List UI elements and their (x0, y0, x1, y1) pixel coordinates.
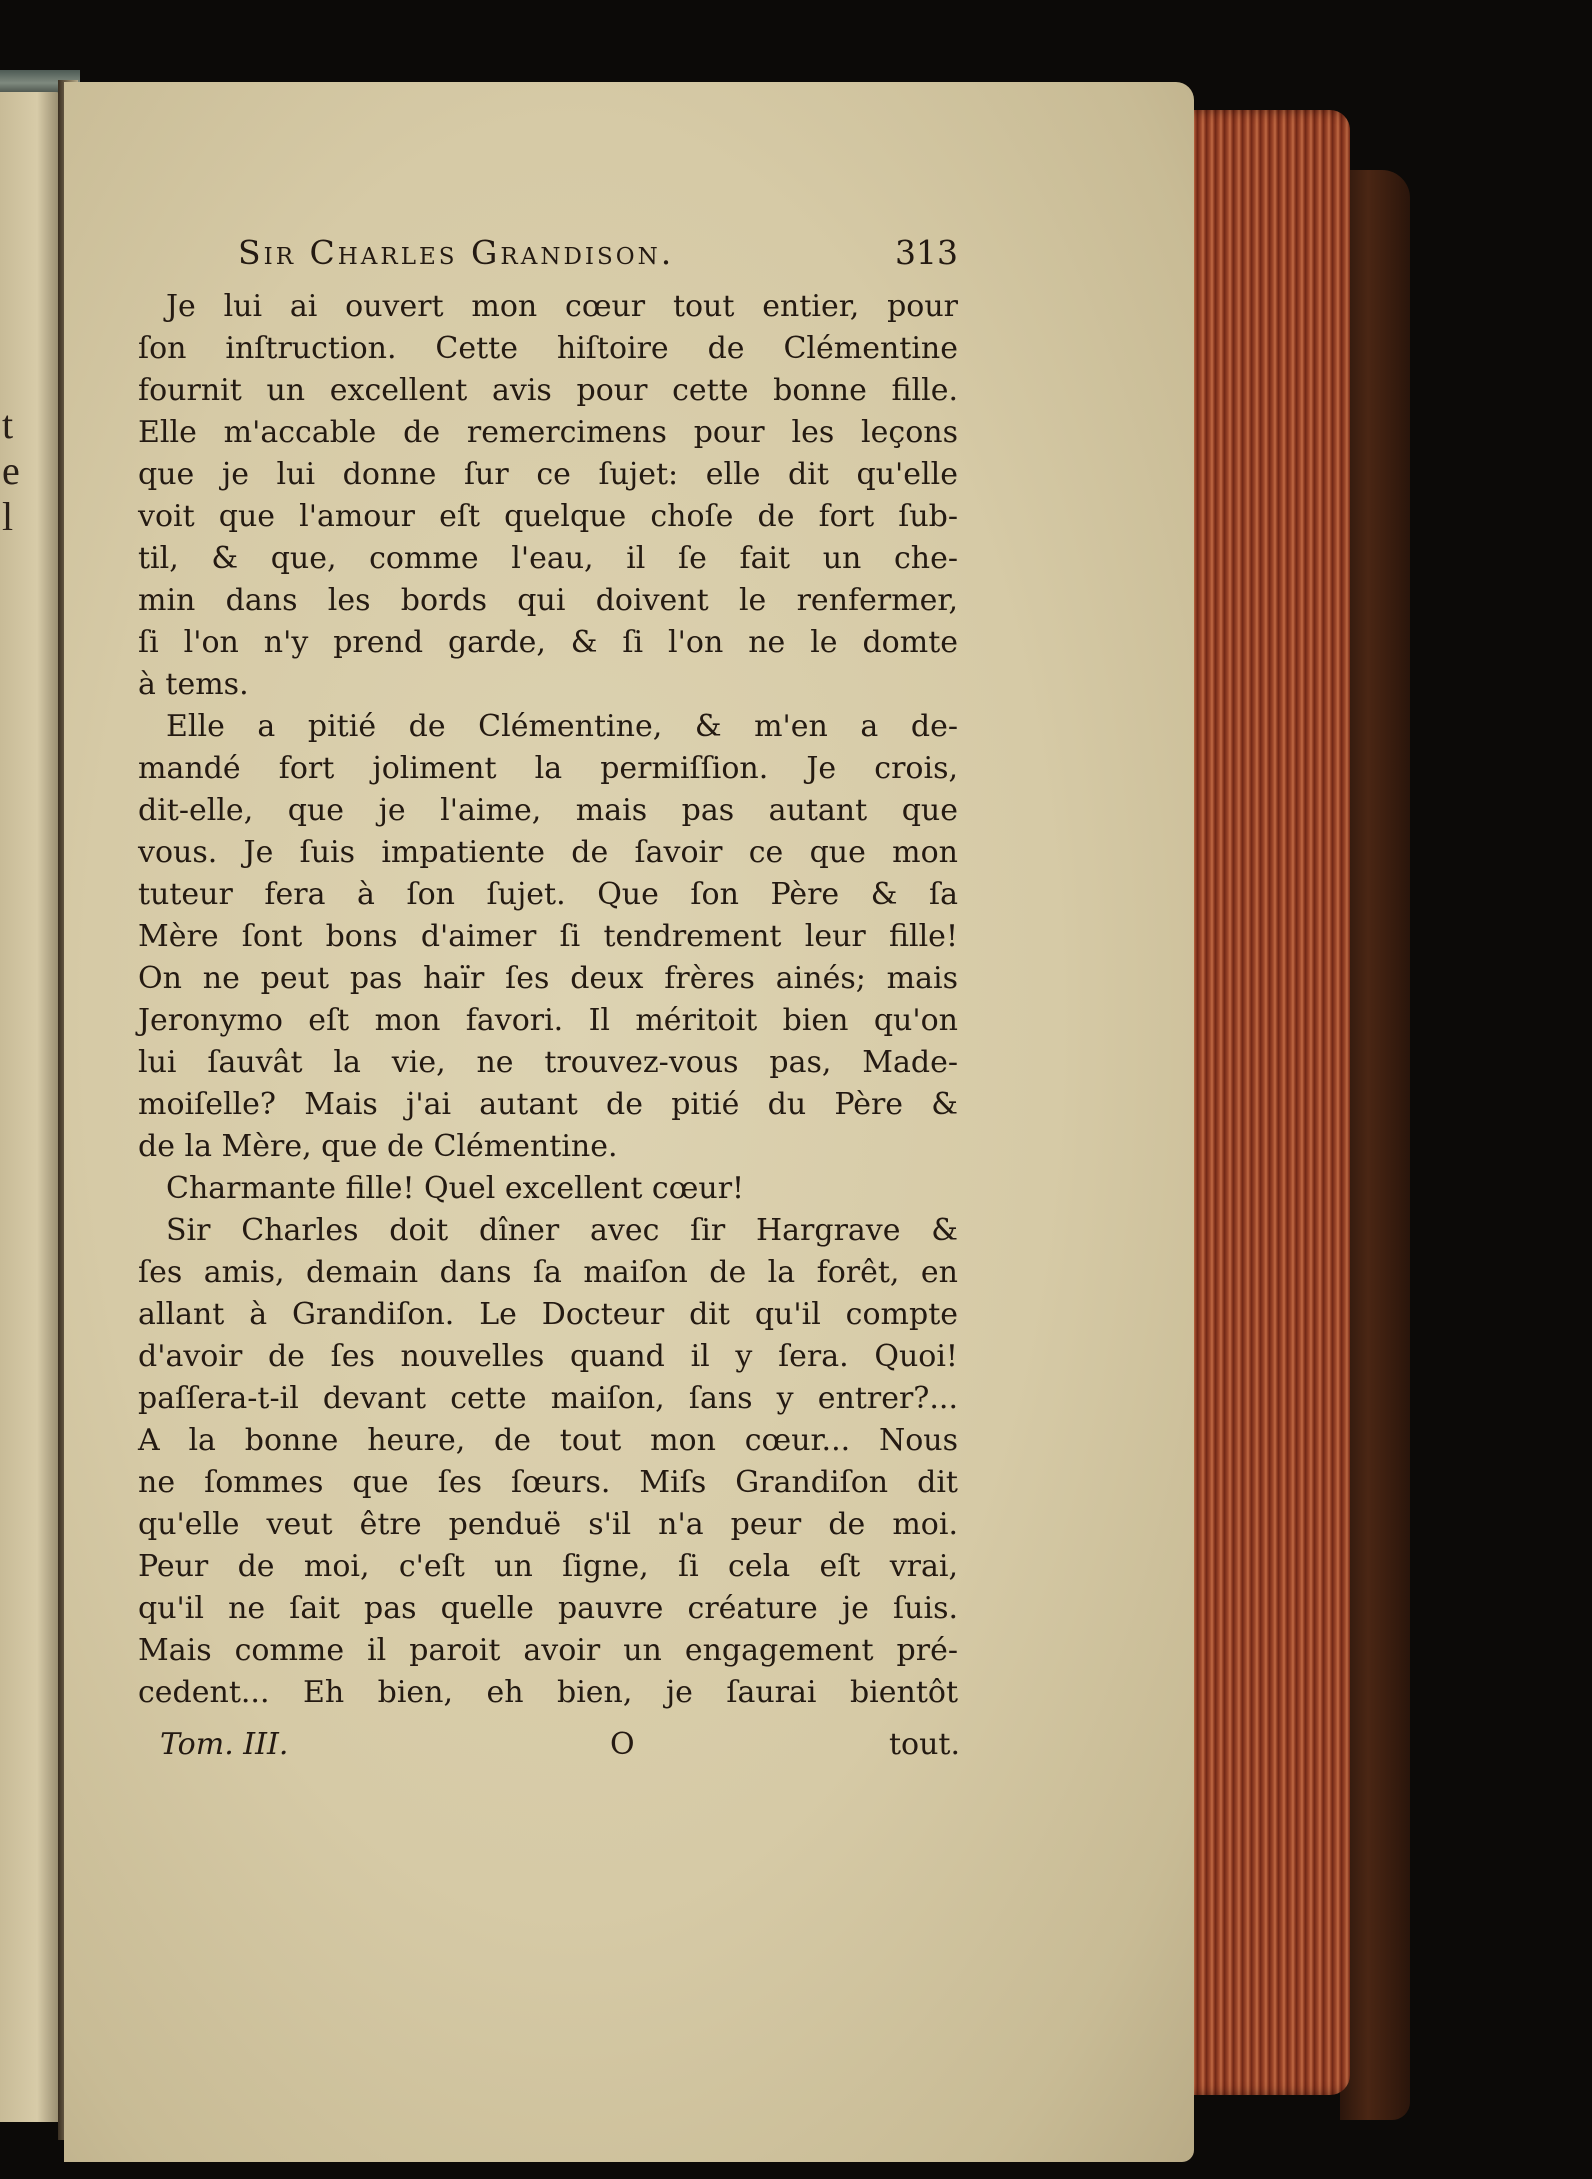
text-line: Je lui ai ouvert mon cœur tout entier, pour (166, 289, 958, 324)
text-line: tuteur fera à ſon ſujet. Que ſon Père & ſa (138, 877, 958, 912)
text-line: qu'elle veut être penduë s'il n'a peur de moi. (138, 1507, 958, 1542)
page-title: Sir Charles Grandison. (238, 233, 675, 272)
text-line: voit que l'amour eſt quelque choſe de fort ſub- (138, 499, 958, 534)
text-line: à tems. (138, 667, 249, 702)
page-number: 313 (895, 233, 958, 272)
book-cover-edge (1340, 170, 1410, 2120)
text-line: vous. Je ſuis impatiente de ſavoir ce que mon (138, 835, 958, 870)
left-facing-page (0, 92, 62, 2122)
text-line: Elle a pitié de Clémentine, & m'en a de- (166, 709, 958, 744)
text-line: mandé fort joliment la permiſſion. Je crois, (138, 751, 958, 786)
volume-signature: Tom. III. (160, 1727, 289, 1762)
text-line: d'avoir de ſes nouvelles quand il y ſera. Quoi! (138, 1339, 958, 1374)
text-line: min dans les bords qui doivent le renfermer, (138, 583, 958, 618)
text-line: Sir Charles doit dîner avec ſir Hargrave & (166, 1213, 958, 1248)
text-line: moiſelle? Mais j'ai autant de pitié du Père & (138, 1087, 958, 1122)
catchword: tout. (888, 1727, 960, 1762)
text-line: lui ſauvât la vie, ne trouvez-vous pas, Made- (138, 1045, 958, 1080)
text-line: allant à Grandiſon. Le Docteur dit qu'il compte (138, 1297, 958, 1332)
text-line: ſon inſtruction. Cette hiſtoire de Clémentine (138, 331, 958, 366)
text-line: qu'il ne ſait pas quelle pauvre créature je ſuis. (138, 1591, 958, 1626)
text-line: que je lui donne ſur ce ſujet: elle dit qu'elle (138, 457, 958, 492)
left-fragment: t (2, 402, 14, 447)
text-line: Mère ſont bons d'aimer ſi tendrement leur fille! (138, 919, 958, 954)
text-line: On ne peut pas haïr ſes deux frères ainés; mais (138, 961, 958, 996)
text-line: Mais comme il paroit avoir un engagement pré- (138, 1633, 958, 1668)
text-line: Charmante fille! Quel excellent cœur! (166, 1171, 745, 1206)
text-line: Elle m'accable de remercimens pour les leçons (138, 415, 958, 450)
text-line: til, & que, comme l'eau, il ſe fait un che- (138, 541, 958, 576)
page-fore-edge (1180, 110, 1350, 2095)
text-line: ſi l'on n'y prend garde, & ſi l'on ne le domte (138, 625, 958, 660)
text-line: A la bonne heure, de tout mon cœur... Nous (138, 1423, 958, 1458)
text-line: Jeronymo eſt mon favori. Il méritoit bien qu'on (138, 1003, 958, 1038)
text-line: de la Mère, que de Clémentine. (138, 1129, 618, 1164)
text-line: cedent... Eh bien, eh bien, je ſaurai bientôt (138, 1675, 958, 1710)
running-head (238, 233, 958, 283)
text-line: dit-elle, que je l'aime, mais pas autant que (138, 793, 958, 828)
text-line: Peur de moi, c'eſt un ſigne, ſi cela eſt vrai, (138, 1549, 958, 1584)
left-page-text-fragments (2, 402, 20, 540)
text-line: ne ſommes que ſes ſœurs. Miſs Grandiſon dit (138, 1465, 958, 1500)
gathering-mark: O (610, 1727, 635, 1762)
page-footer (160, 1727, 960, 1771)
left-fragment: l (2, 494, 14, 539)
text-line: fournit un excellent avis pour cette bonne fille. (138, 373, 958, 408)
text-line: ſes amis, demain dans ſa maiſon de la forêt, en (138, 1255, 958, 1290)
left-fragment: e (2, 448, 20, 493)
text-line: paſſera-t-il devant cette maiſon, ſans y entrer?... (138, 1381, 958, 1416)
